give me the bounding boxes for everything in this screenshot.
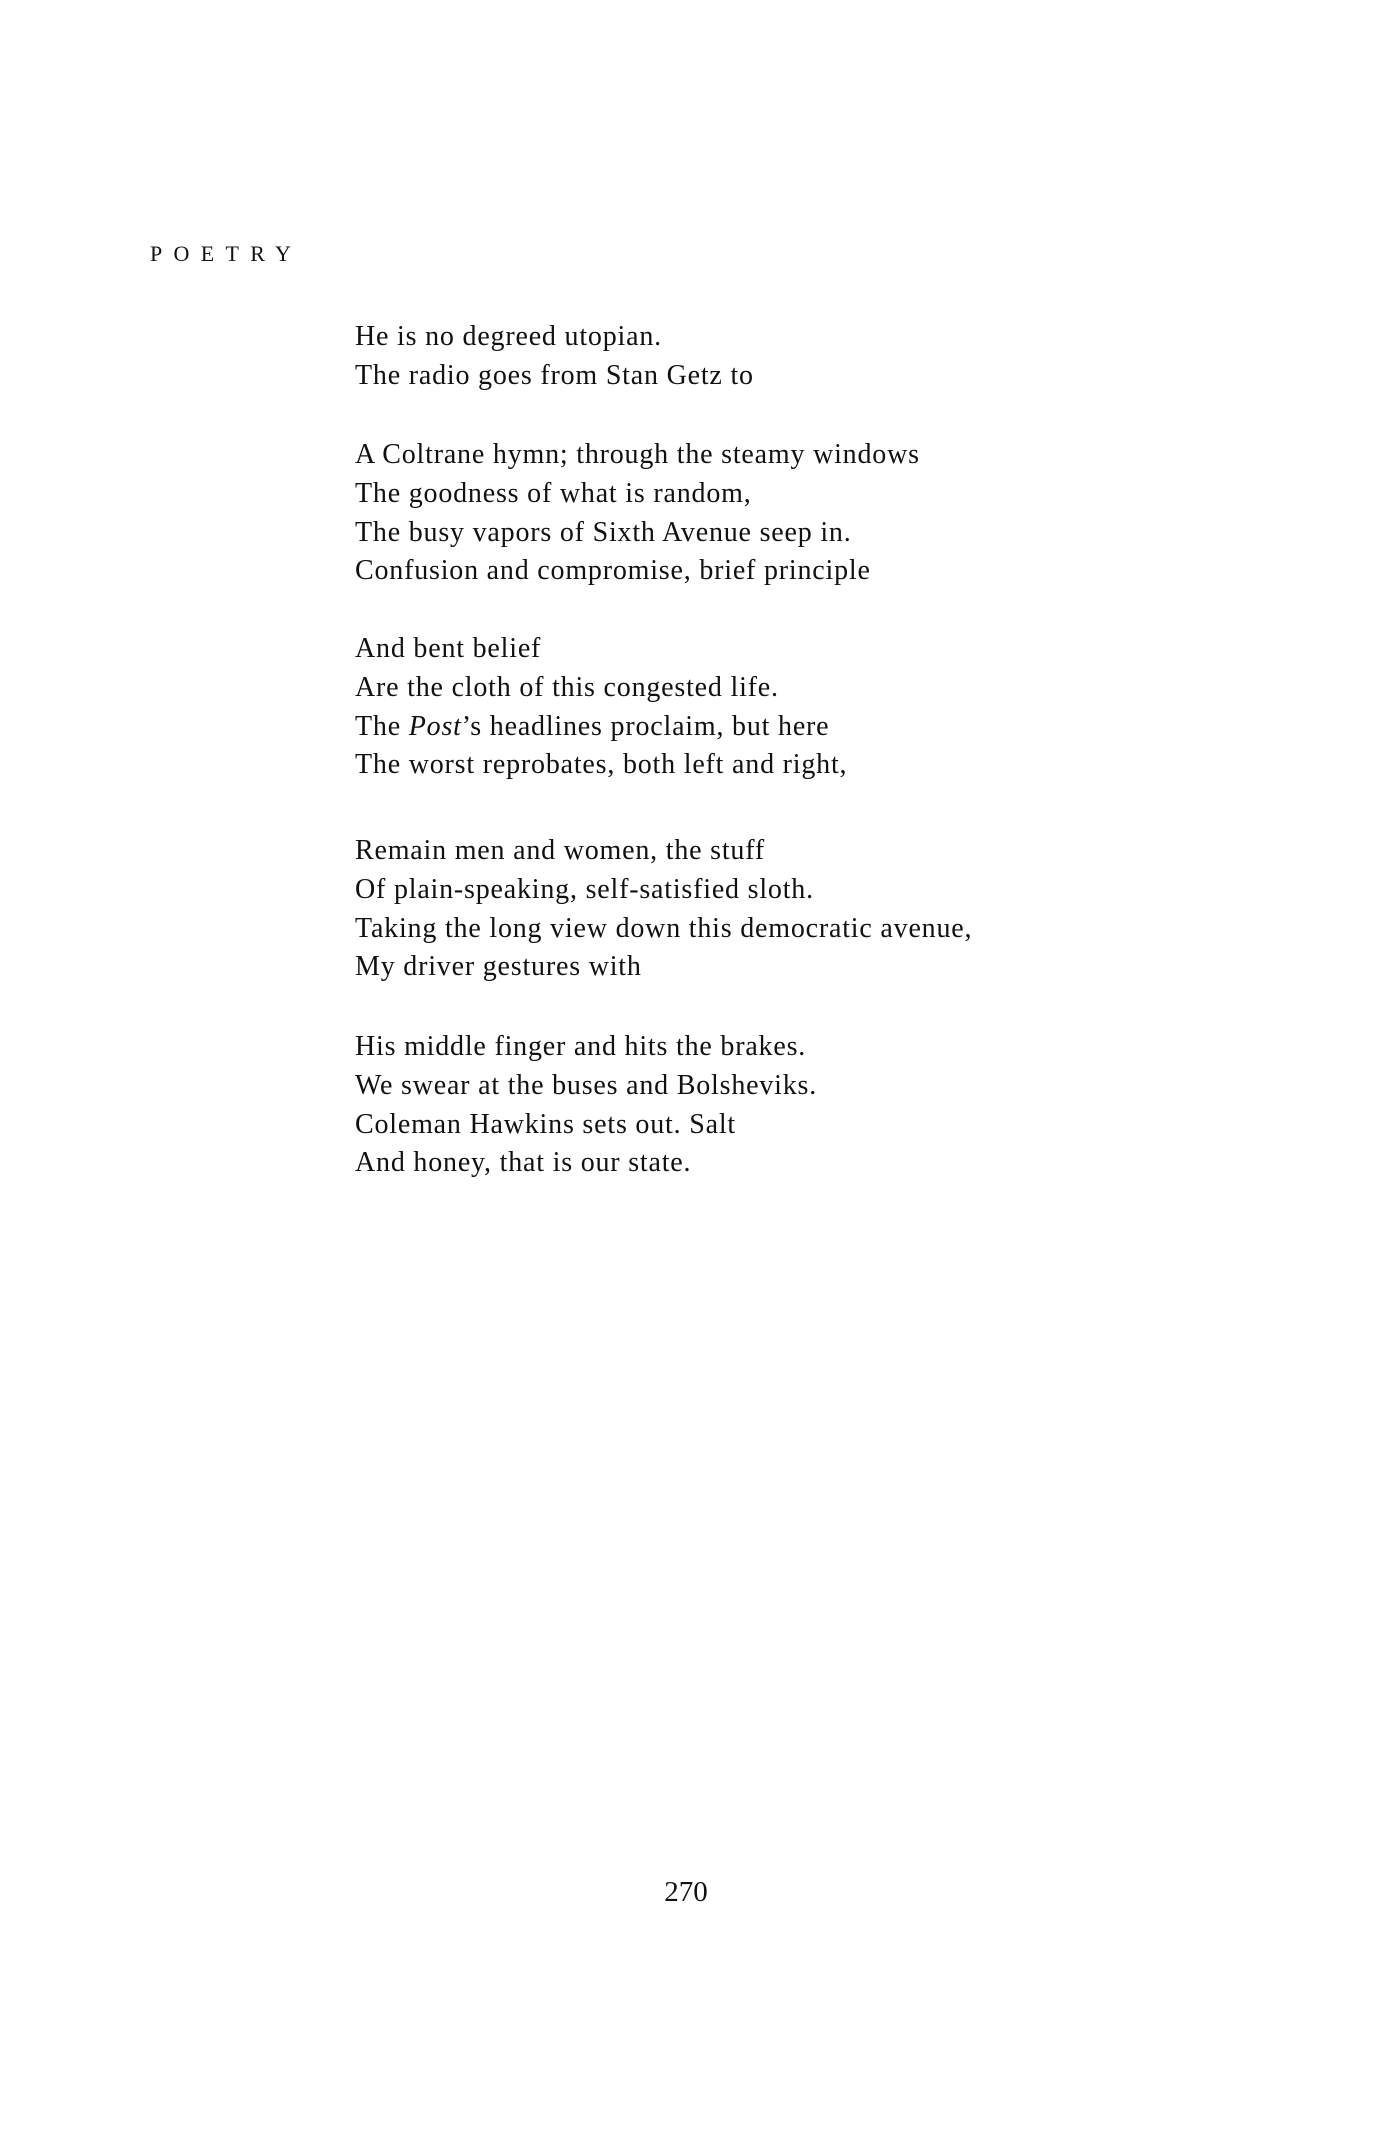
poem-line: We swear at the buses and Bolsheviks. <box>355 1069 818 1101</box>
poem-line: He is no degreed utopian. <box>355 321 662 352</box>
poem-line: The goodness of what is random, <box>355 477 752 509</box>
running-head: POETRY <box>150 241 303 266</box>
poem-line: A Coltrane hymn; through the steamy windows <box>355 439 920 470</box>
poem-line <box>355 708 1255 747</box>
page-number: 270 <box>664 1876 708 1908</box>
poem-line: His middle finger and hits the brakes. <box>355 1031 807 1062</box>
poem-line: Confusion and compromise, brief principle <box>355 555 871 587</box>
poem-line: The busy vapors of Sixth Avenue seep in. <box>355 516 852 548</box>
poem-line: And honey, that is our state. <box>355 1147 692 1179</box>
poem-line: The radio goes from Stan Getz to <box>355 359 754 391</box>
italic-title-post: Post <box>408 710 462 742</box>
poem-line: My driver gestures with <box>355 951 642 983</box>
stanza-5 <box>355 1028 1255 1183</box>
stanza-2 <box>355 436 1255 591</box>
poem-line: Taking the long view down this democratic avenue, <box>355 912 973 944</box>
poem-line: Are the cloth of this congested life. <box>355 671 779 703</box>
poem-line: Of plain-speaking, self-satisfied sloth. <box>355 873 814 905</box>
line-text-pre: The <box>355 710 409 742</box>
poem-line: And bent belief <box>355 633 542 664</box>
stanza-1 <box>355 318 1255 396</box>
poem-line: Remain men and women, the stuff <box>355 835 765 866</box>
stanza-4 <box>355 832 1255 987</box>
stanza-3 <box>355 630 1255 785</box>
poem-line: The worst reprobates, both left and right, <box>355 749 848 781</box>
poem-line: Coleman Hawkins sets out. Salt <box>355 1108 736 1140</box>
line-text-post: ’s headlines proclaim, but here <box>461 710 830 742</box>
